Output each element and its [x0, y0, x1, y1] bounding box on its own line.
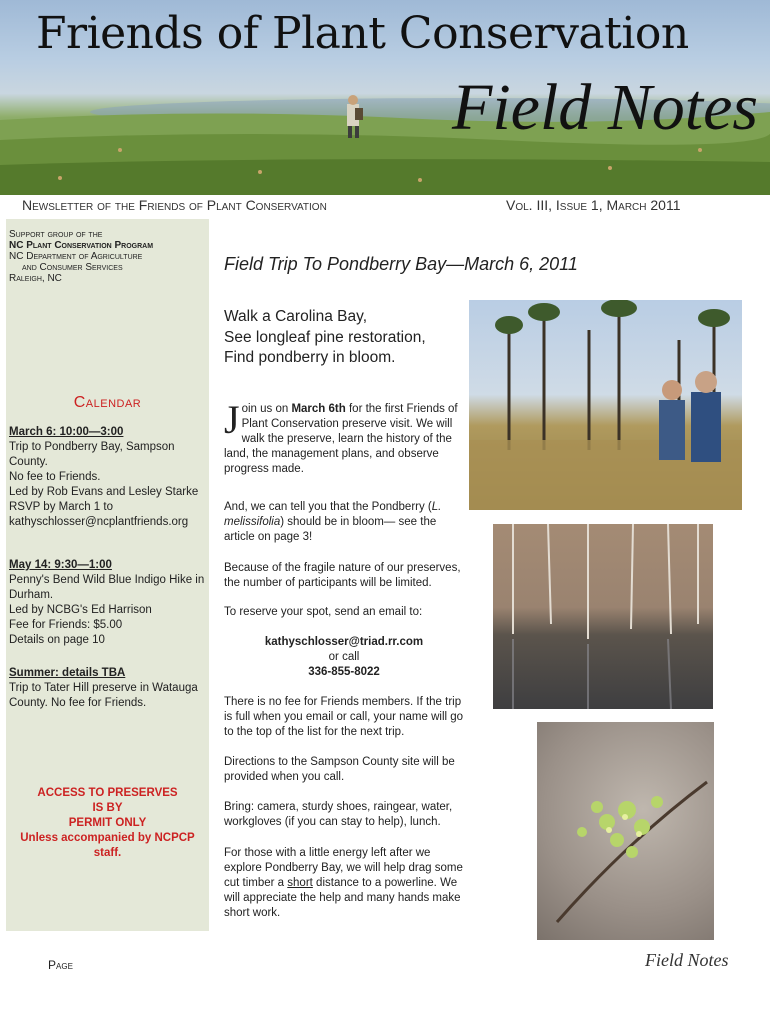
event-line: Penny's Bend Wild Blue Indigo Hike in Durham.: [9, 574, 205, 601]
paragraph-8: For those with a little energy left after we explore Pondberry Bay, we will help drag some cut timber a short distance to a powerline. We will appreciate the help and many hands make short work.: [224, 847, 463, 919]
footer-page-label: Page: [48, 958, 73, 972]
calendar-title: Calendar: [73, 394, 142, 411]
sidebar: [6, 219, 209, 931]
paragraph-2: And, we can tell you that the Pondberry (L. melissifolia) should be in bloom— see the article on page 3!: [224, 501, 442, 543]
paragraph-4: To reserve your spot, send an email to:: [224, 606, 423, 618]
issue-info: Vol. III, Issue 1, March 2011: [506, 197, 681, 213]
banner: [0, 0, 770, 195]
newsletter-subtitle: Newsletter of the Friends of Plant Conservation: [22, 197, 327, 213]
access-line-2: IS BY: [92, 802, 123, 814]
event-line: Trip to Pondberry Bay, Sampson County.: [9, 441, 175, 468]
or-call: or call: [328, 651, 360, 663]
calendar-event: [9, 666, 207, 711]
footer-field-notes: Field Notes: [645, 950, 729, 970]
contact-block: [224, 635, 464, 680]
contact-email[interactable]: kathyschlosser@triad.rr.com: [264, 636, 424, 648]
bay-water-graphic: [493, 524, 713, 709]
pondberry-graphic: [537, 722, 714, 940]
paragraph-7: Bring: camera, sturdy shoes, raingear, water, workgloves (if you can stay to help), lunch.: [224, 801, 453, 828]
event-line: Led by Rob Evans and Lesley Starke: [9, 486, 199, 498]
drop-cap: J: [224, 397, 240, 442]
calendar-event: [9, 558, 207, 648]
field-notes-title: Field Notes: [452, 71, 759, 144]
event-date: Summer: details TBA: [9, 667, 126, 679]
intro-line: Walk a Carolina Bay,: [224, 308, 367, 325]
event-line: RSVP by March 1 to: [9, 501, 113, 513]
paragraph-1: Join us on March 6th for the first Friends of Plant Conservation preserve visit. We will walk the preserve, learn the history of the land, the management plans, and observe progress made.: [224, 397, 458, 475]
newsletter-title: Friends of Plant Conservation: [36, 8, 689, 59]
intro-line: See longleaf pine restoration,: [224, 328, 426, 346]
paragraph-5: There is no fee for Friends members. If the trip is full when you email or call, your name will go to the top of the list for the next trip.: [224, 696, 464, 738]
support-line-3: NC Department of Agriculture: [9, 251, 143, 262]
access-line-1: ACCESS TO PRESERVES: [37, 787, 178, 799]
support-line-5: Raleigh, NC: [9, 273, 62, 284]
support-line-2: NC Plant Conservation Program: [9, 240, 154, 251]
photo-pine-savanna: [469, 300, 742, 510]
event-line: No fee to Friends.: [9, 471, 101, 483]
access-notice: [6, 786, 209, 861]
pine-trees-graphic: [469, 300, 742, 510]
access-line-4: Unless accompanied by NCPCP staff.: [20, 832, 195, 859]
event-date: March 6: 10:00—3:00: [9, 426, 124, 438]
paragraph-3: Because of the fragile nature of our preserves, the number of participants will be limited.: [224, 562, 461, 589]
event-line: Led by NCBG's Ed Harrison: [9, 604, 152, 616]
calendar-event: [9, 425, 207, 530]
event-line: Details on page 10: [9, 634, 105, 646]
event-line: Trip to Tater Hill preserve in Watauga County. No fee for Friends.: [9, 682, 198, 709]
paragraph-6: Directions to the Sampson County site will be provided when you call.: [224, 756, 455, 783]
contact-phone: 336-855-8022: [308, 666, 380, 678]
intro-line: Find pondberry in bloom.: [224, 349, 396, 366]
article-intro: [224, 307, 426, 369]
support-line-1: Support group of the: [9, 229, 103, 240]
photo-pondberry-bloom: [537, 722, 714, 940]
support-line-4: and Consumer Services: [22, 262, 123, 273]
photo-bay-water: [493, 524, 713, 709]
access-line-3: PERMIT ONLY: [68, 817, 147, 829]
article-title: Field Trip To Pondberry Bay—March 6, 2011: [224, 254, 578, 274]
event-date: May 14: 9:30—1:00: [9, 559, 112, 571]
event-email[interactable]: kathyschlosser@ncplantfriends.org: [9, 516, 189, 528]
event-line: Fee for Friends: $5.00: [9, 619, 123, 631]
